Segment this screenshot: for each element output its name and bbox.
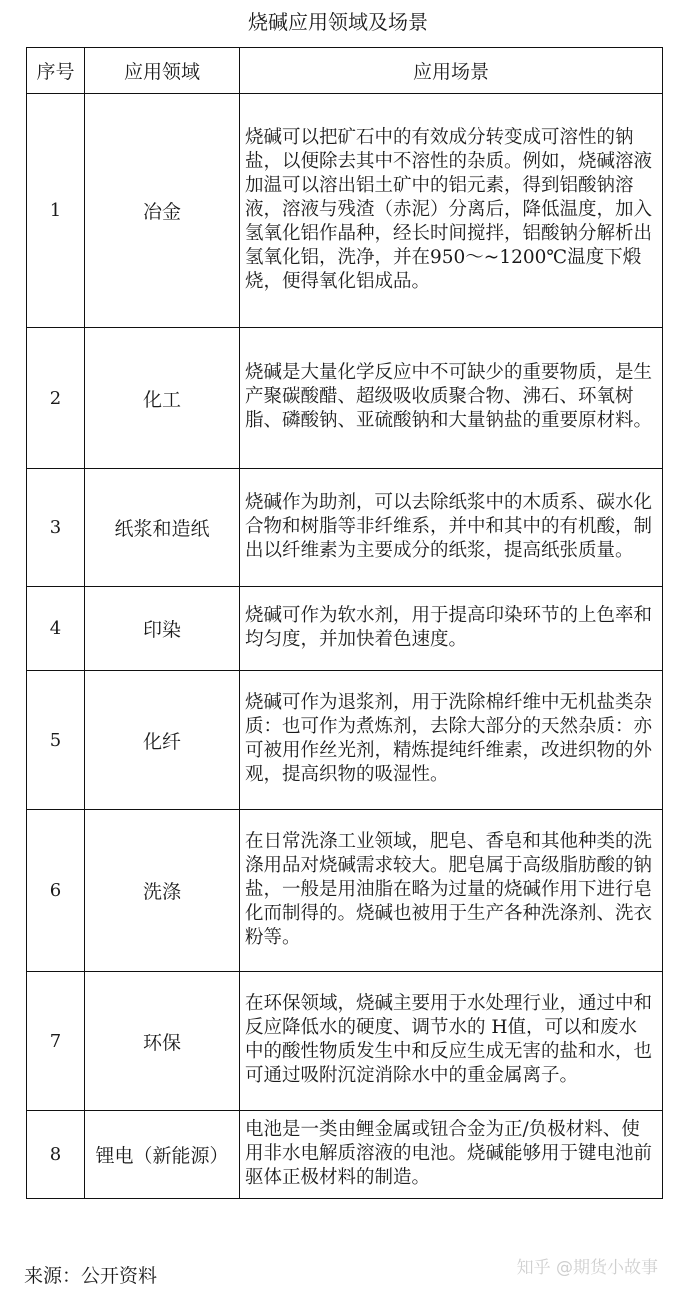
row-field: 印染 — [85, 587, 240, 671]
row-index: 6 — [27, 810, 85, 972]
table-row — [27, 810, 663, 972]
row-index: 7 — [27, 972, 85, 1111]
header-field: 应用领域 — [85, 48, 240, 94]
row-index: 8 — [27, 1111, 85, 1199]
table-row — [27, 469, 663, 587]
row-field: 冶金 — [85, 94, 240, 328]
header-index: 序号 — [27, 48, 85, 94]
application-table — [26, 47, 663, 1199]
row-field: 化工 — [85, 328, 240, 469]
row-scenario: 电池是一类由鲤金属或钮合金为正/负极材料、使用非水电解质溶液的电池。烧碱能够用于键电池前驱体正极材料的制造。 — [240, 1111, 663, 1199]
source-note: 来源：公开资料 — [24, 1265, 158, 1287]
row-index: 5 — [27, 671, 85, 810]
table-title: 烧碱应用领域及场景 — [248, 10, 428, 34]
row-field: 环保 — [85, 972, 240, 1111]
row-index: 4 — [27, 587, 85, 671]
row-scenario: 在环保领域，烧碱主要用于水处理行业，通过中和反应降低水的硬度、调节水的 H值，可以和废水中的酸性物质发生中和反应生成无害的盐和水，也可通过吸附沉淀消除水中的重金属离子。 — [240, 972, 663, 1111]
row-field: 化纤 — [85, 671, 240, 810]
table-row — [27, 671, 663, 810]
table-row — [27, 1111, 663, 1199]
row-scenario: 烧碱是大量化学反应中不可缺少的重要物质，是生产聚碳酸醋、超级吸收质聚合物、沸石、环氧树脂、磷酸钠、亚硫酸钠和大量钠盐的重要原材料。 — [240, 328, 663, 469]
table-row — [27, 587, 663, 671]
table-row — [27, 94, 663, 328]
row-scenario: 在日常洗涤工业领域，肥皂、香皂和其他种类的洗涤用品对烧碱需求较大。肥皂属于高级脂肪酸的钠盐，一般是用油脂在略为过量的烧碱作用下进行皂化而制得的。烧碱也被用于生产各种洗涤剂、洗衣粉等。 — [240, 810, 663, 972]
row-field: 纸浆和造纸 — [85, 469, 240, 587]
header-row — [27, 48, 663, 94]
row-index: 3 — [27, 469, 85, 587]
row-index: 2 — [27, 328, 85, 469]
row-scenario: 烧碱可作为软水剂，用于提高印染环节的上色率和均匀度，并加快着色速度。 — [240, 587, 663, 671]
row-index: 1 — [27, 94, 85, 328]
row-field: 洗涤 — [85, 810, 240, 972]
table-row — [27, 972, 663, 1111]
watermark: 知乎 @期货小故事 — [516, 1258, 658, 1278]
table-row — [27, 328, 663, 469]
header-scenario: 应用场景 — [240, 48, 663, 94]
row-scenario: 烧碱作为助剂，可以去除纸浆中的木质系、碳水化合物和树脂等非纤维系，并中和其中的有机酸，制出以纤维素为主要成分的纸浆，提高纸张质量。 — [240, 469, 663, 587]
row-scenario: 烧碱可以把矿石中的有效成分转变成可溶性的钠盐，以便除去其中不溶性的杂质。例如，烧碱溶液加温可以溶出铝土矿中的铝元素，得到铝酸钠溶液，溶液与残渣（赤泥）分离后，降低温度，加入氢氧化铝作晶种，经长时间搅拌，铝酸钠分解析出氢氧化铝，洗净，并在950～~1200℃温度下煅烧，便得氧化铝成品。 — [240, 94, 663, 328]
row-scenario: 烧碱可作为退浆剂，用于洗除棉纤维中无机盐类杂质：也可作为煮炼剂，去除大部分的天然杂质：亦可被用作丝光剂，精炼提纯纤维素，改进织物的外观，提高织物的吸湿性。 — [240, 671, 663, 810]
row-field: 锂电（新能源） — [85, 1111, 240, 1199]
